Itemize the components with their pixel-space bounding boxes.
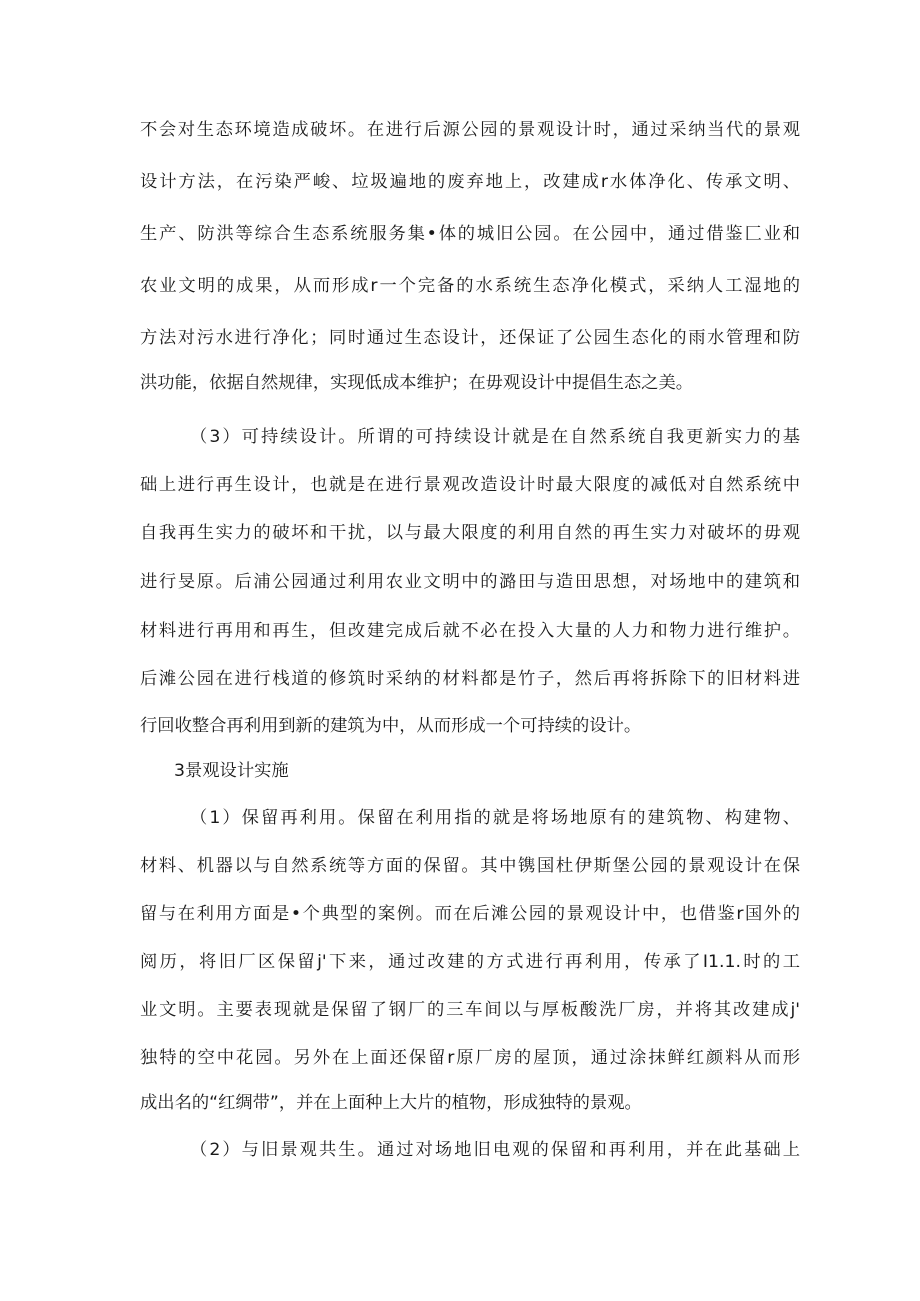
paragraph-first-line: （1）保留再利用。保留在利用指的就是将场地原有的建筑物、构建物、 — [190, 808, 800, 828]
text-line: 农业文明的成果，从而形成r一个完备的水系统生态净化模式，采纳人工湿地的 — [140, 276, 800, 296]
text-line: 自我再生实力的破坏和干扰，以与最大限度的利用自然的再生实力对破坏的毋观 — [140, 523, 800, 543]
text-line: 独特的空中花园。另外在上面还保留r原厂房的屋顶，通过涂抹鲜红颜料从而形 — [140, 1048, 800, 1068]
text-line: 进行旻原。后浦公园通过利用农业文明中的潞田与造田思想，对场地中的建筑和 — [140, 572, 800, 592]
text-line: 成出名的“红绸带”，并在上面种上大片的植物，形成独特的景观。 — [140, 1093, 642, 1113]
text-line: 方法对污水进行净化；同时通过生态设计，还保证了公园生态化的雨水管理和防 — [140, 328, 800, 348]
text-line: 洪功能，依据自然规律，实现低成本维护；在毋观设计中提倡生态之美。 — [140, 373, 694, 393]
text-line: 不会对生态环境造成破坏。在进行后源公园的景观设计时，通过采纳当代的景观 — [140, 120, 800, 140]
text-line: 阅历，将旧厂区保留j'下来，通过改建的方式进行再利用，传承了I1.1.时的工 — [140, 952, 800, 972]
text-line: 材料、机器以与自然系统等方面的保留。其中镌国杜伊斯堡公园的景观设计在保 — [140, 856, 800, 876]
section-heading: 3景观设计实施 — [174, 761, 289, 781]
text-line: 业文明。主要表现就是保留了钢厂的三车间以与厚板酸洗厂房，并将其改建成j' — [140, 1000, 800, 1020]
text-line: 后滩公园在进行栈道的修筑时采纳的材料都是竹子，然后再将拆除下的旧材料进 — [140, 669, 800, 689]
paragraph-first-line: （3）可持续设计。所谓的可持续设计就是在自然系统自我更新实力的基 — [190, 427, 800, 447]
text-line: 材料进行再用和再生，但改建完成后就不必在投入大量的人力和物力进行维护。 — [140, 621, 800, 641]
text-line: 留与在利用方面是•个典型的案例。而在后滩公园的景观设计中，也借鉴r国外的 — [140, 904, 800, 924]
text-line: 设计方法，在污染严峻、垃圾遍地的废弃地上，改建成r水体净化、传承文明、 — [140, 172, 800, 192]
text-line: 行回收整合再利用到新的建筑为中，从而形成一个可持续的设计。 — [140, 716, 642, 736]
paragraph-first-line: （2）与旧景观共生。通过对场地旧电观的保留和再利用，并在此基础上 — [190, 1140, 800, 1160]
text-line: 生产、防洪等综合生态系统服务集•体的城旧公园。在公园中，通过借鉴匚业和 — [140, 224, 800, 244]
text-line: 础上进行再生设计，也就是在进行景观改造设计时最大限度的减低对自然系统中 — [140, 475, 800, 495]
